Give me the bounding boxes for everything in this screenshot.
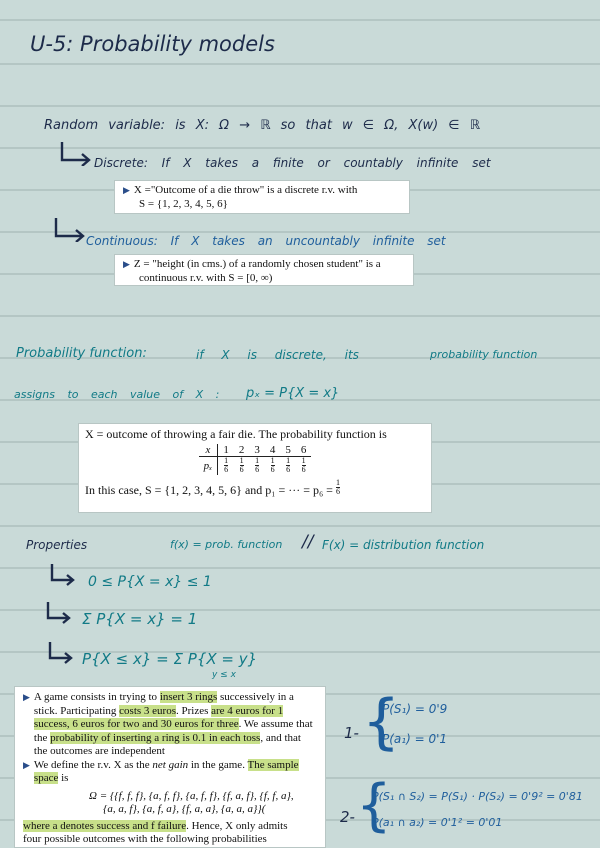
property-item: Σ P{X = x} = 1	[82, 610, 198, 628]
property-item: 0 ≤ P{X = x} ≤ 1	[88, 574, 212, 590]
die-example-conclusion	[85, 479, 425, 498]
prob-function-formula: pₓ = P{X = x}	[246, 386, 340, 401]
arrow-icon	[48, 562, 78, 586]
sample-space-note	[23, 820, 317, 834]
prob-function-note: f(x) = prob. function	[170, 538, 283, 551]
note-line: P(a₁) = 0'1	[382, 732, 448, 746]
fraction	[302, 457, 306, 474]
random-variable-definition: Random variable: is X: Ω → ℝ so that w ∈ Ω, X(w) ∈ ℝ	[44, 118, 481, 133]
fraction-den: 6	[239, 465, 244, 474]
properties-separator: //	[302, 532, 314, 552]
bullet-icon: ▶	[23, 692, 30, 702]
fraction	[240, 457, 244, 474]
emphasis: net gain	[152, 758, 189, 771]
text-span: in the game.	[188, 758, 248, 771]
table-cell: 3	[249, 444, 265, 457]
text-span: , and that the outcomes are independent	[33, 731, 301, 757]
fraction-den: 6	[286, 465, 291, 474]
prob-function-condition: if X is discrete, its	[196, 348, 359, 362]
prob-function-heading: Probability function:	[16, 346, 147, 361]
fraction-num: 1	[286, 456, 291, 465]
continuous-example-box: ▶ Z = "height (in cms.) of a randomly chosen student" is a continuous r.v. with S = [0, ∞)	[114, 254, 414, 286]
probability-table	[199, 444, 312, 475]
sample-space-line1: Ω = {{f, f, f}, {a, f, f}, {a, f, f}, {f, a, f}, {f, f, a},	[89, 789, 294, 802]
game-example-box	[14, 686, 326, 848]
table-header-x: x	[199, 444, 218, 457]
die-example-box	[78, 423, 432, 513]
note-number: 1-	[344, 724, 359, 742]
table-header-p: pₓ	[199, 457, 218, 476]
page-title: U-5: Probability models	[30, 32, 275, 56]
fraction	[336, 479, 340, 496]
text-span: . Prizes	[175, 704, 212, 717]
distribution-function-note: F(x) = distribution function	[322, 538, 485, 552]
table-cell: 2	[234, 444, 250, 457]
properties-heading: Properties	[26, 538, 88, 552]
prob-function-assigns: assigns to each value of X :	[14, 388, 220, 401]
highlight: probability of inserting a ring is 0.1 in each toss	[50, 731, 261, 744]
outcomes-line: four possible outcomes with the following probabilities	[23, 833, 267, 845]
fraction	[255, 457, 259, 474]
fraction-num: 1	[301, 456, 306, 465]
highlight: where a denotes success and f failure	[23, 819, 187, 832]
fraction-den: 6	[270, 465, 275, 474]
discrete-example-box: ▶ X ="Outcome of a die throw" is a discrete r.v. with S = {1, 2, 3, 4, 5, 6}	[114, 180, 410, 214]
table-cell: 4	[265, 444, 281, 457]
fraction-num: 1	[239, 456, 244, 465]
continuous-definition: Continuous: If X takes an uncountably infinite set	[86, 234, 446, 248]
random-variable-paragraph	[34, 759, 317, 786]
highlight: costs 3 euros	[119, 704, 176, 717]
highlight: insert 3 rings	[159, 691, 218, 703]
fraction-den: 6	[301, 465, 306, 474]
bullet-icon: ▶	[23, 759, 30, 770]
continuous-example-line1: Z = "height (in cms.) of a randomly chosen student" is a	[133, 258, 381, 270]
text-span: A game consists in trying to	[33, 691, 160, 703]
note-number: 2-	[340, 808, 355, 826]
highlight: The sample space	[33, 758, 299, 784]
fraction	[224, 457, 228, 474]
text-span: We define the r.v. X as the	[33, 758, 153, 771]
discrete-definition: Discrete: If X takes a finite or countably infinite set	[94, 156, 491, 170]
arrow-icon	[46, 640, 76, 664]
text-span: . Hence, X only admits	[186, 819, 288, 832]
fraction-num: 1	[335, 478, 340, 487]
game-paragraph	[34, 691, 317, 759]
text-span: . We assume that the	[33, 718, 313, 744]
brace-icon: {	[362, 687, 401, 757]
continuous-example-line2: continuous r.v. with S = [0, ∞)	[139, 272, 273, 284]
table-cell: 6	[296, 444, 312, 457]
property-sum-index: y ≤ x	[212, 670, 236, 680]
prob-function-term: probability function	[430, 348, 538, 361]
text-span: successively in a stick. Participating	[33, 691, 294, 717]
brace-icon: {	[356, 773, 392, 838]
note-line: P(a₁ ∩ a₂) = 0'1² = 0'01	[372, 816, 503, 829]
arrow-icon	[52, 216, 88, 242]
fraction	[286, 457, 290, 474]
text-span: is	[58, 772, 69, 784]
fraction-den: 6	[224, 465, 229, 474]
property-item: P{X ≤ x} = Σ P{X = y}	[82, 650, 258, 668]
arrow-icon	[44, 600, 74, 624]
highlight: are 4 euros for 1 success, 6 euros for two and 30 euros for three	[33, 704, 284, 730]
discrete-example-line2: S = {1, 2, 3, 4, 5, 6}	[139, 198, 228, 210]
fraction-den: 6	[335, 487, 340, 496]
sample-space-line2: {a, a, f}, {a, f, a}, {f, a, a}, {a, a, a}}(	[103, 803, 266, 815]
die-example-intro: X = outcome of throwing a fair die. The probability function is	[85, 427, 387, 441]
table-cell: 1	[218, 444, 234, 457]
table-cell: 5	[280, 444, 296, 457]
fraction-den: 6	[255, 465, 260, 474]
note-line: P(S₁ ∩ S₂) = P(S₁) · P(S₂) = 0'9² = 0'81	[372, 790, 583, 803]
note-line: P(S₁) = 0'9	[382, 702, 448, 716]
discrete-example-line1: X ="Outcome of a die throw" is a discrete r.v. with	[133, 184, 358, 196]
fraction-num: 1	[270, 456, 275, 465]
fraction-num: 1	[255, 456, 260, 465]
arrow-icon	[58, 140, 94, 166]
fraction-num: 1	[224, 456, 229, 465]
conclusion-text: In this case, S = {1, 2, 3, 4, 5, 6} and p₁ = ··· = p₆ =	[85, 483, 336, 497]
fraction	[271, 457, 275, 474]
